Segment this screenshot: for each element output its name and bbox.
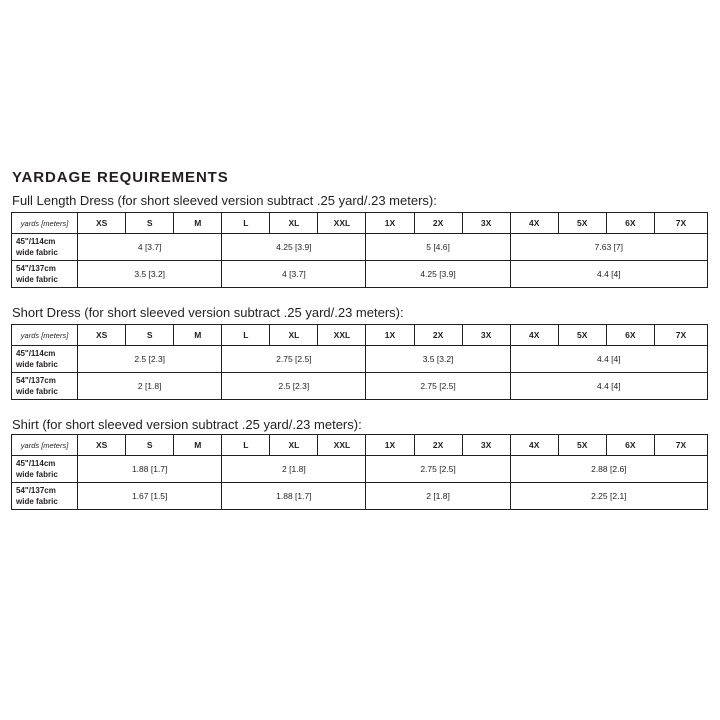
- size-header: XS: [78, 213, 126, 234]
- size-header: S: [126, 325, 174, 346]
- yardage-table: [11, 434, 708, 510]
- size-header: 6X: [606, 213, 654, 234]
- size-header: 5X: [558, 213, 606, 234]
- yardage-value: 1.88 [1.7]: [78, 456, 222, 483]
- yardage-value: 1.67 [1.5]: [78, 483, 222, 510]
- size-header: M: [174, 435, 222, 456]
- table-row: [12, 346, 708, 373]
- table-row: [12, 234, 708, 261]
- yardage-value: 2.5 [2.3]: [222, 373, 366, 400]
- section-title: Shirt (for short sleeved version subtract .25 yard/.23 meters):: [12, 417, 362, 432]
- yardage-table: [11, 212, 708, 288]
- size-header: 6X: [606, 435, 654, 456]
- yardage-value: 3.5 [3.2]: [78, 261, 222, 288]
- yardage-value: 5 [4.6]: [366, 234, 510, 261]
- size-header: 4X: [510, 435, 558, 456]
- fabric-width-label: 54"/137cm wide fabric: [12, 373, 78, 400]
- yardage-table: [11, 324, 708, 400]
- size-header: 1X: [366, 213, 414, 234]
- size-header: L: [222, 435, 270, 456]
- size-header: 3X: [462, 325, 510, 346]
- yardage-value: 3.5 [3.2]: [366, 346, 510, 373]
- size-header: 2X: [414, 213, 462, 234]
- size-header: 4X: [510, 325, 558, 346]
- fabric-width-label: 45"/114cm wide fabric: [12, 234, 78, 261]
- page-title: YARDAGE REQUIREMENTS: [12, 169, 229, 186]
- section-title: Full Length Dress (for short sleeved version subtract .25 yard/.23 meters):: [12, 193, 437, 208]
- size-header: 2X: [414, 435, 462, 456]
- yardage-value: 4.4 [4]: [510, 261, 707, 288]
- yardage-value: 7.63 [7]: [510, 234, 707, 261]
- size-header: S: [126, 213, 174, 234]
- size-header-row: [12, 435, 708, 456]
- fabric-width-label: 54"/137cm wide fabric: [12, 261, 78, 288]
- size-header: M: [174, 325, 222, 346]
- size-header: XS: [78, 435, 126, 456]
- size-header: 7X: [654, 213, 707, 234]
- size-header: 4X: [510, 213, 558, 234]
- yardage-value: 4.4 [4]: [510, 346, 707, 373]
- size-header: L: [222, 213, 270, 234]
- size-header: 1X: [366, 325, 414, 346]
- size-header-row: [12, 325, 708, 346]
- yardage-value: 4 [3.7]: [222, 261, 366, 288]
- yardage-value: 2 [1.8]: [78, 373, 222, 400]
- fabric-width-label: 45"/114cm wide fabric: [12, 456, 78, 483]
- size-header: XXL: [318, 213, 366, 234]
- table-row: [12, 456, 708, 483]
- table-row: [12, 261, 708, 288]
- size-header: XL: [270, 213, 318, 234]
- fabric-width-label: 54"/137cm wide fabric: [12, 483, 78, 510]
- yardage-value: 4 [3.7]: [78, 234, 222, 261]
- fabric-width-label: 45"/114cm wide fabric: [12, 346, 78, 373]
- size-header: XL: [270, 435, 318, 456]
- size-header: 5X: [558, 325, 606, 346]
- size-header: 2X: [414, 325, 462, 346]
- size-header: 7X: [654, 325, 707, 346]
- yardage-value: 1.88 [1.7]: [222, 483, 366, 510]
- units-label: yards [meters]: [12, 325, 78, 346]
- yardage-value: 2.75 [2.5]: [366, 456, 510, 483]
- yardage-value: 2.75 [2.5]: [366, 373, 510, 400]
- size-header: S: [126, 435, 174, 456]
- size-header-row: [12, 213, 708, 234]
- size-header: M: [174, 213, 222, 234]
- units-label: yards [meters]: [12, 213, 78, 234]
- size-header: XXL: [318, 435, 366, 456]
- size-header: 6X: [606, 325, 654, 346]
- size-header: XS: [78, 325, 126, 346]
- size-header: L: [222, 325, 270, 346]
- section-title: Short Dress (for short sleeved version subtract .25 yard/.23 meters):: [12, 305, 404, 320]
- yardage-value: 2.88 [2.6]: [510, 456, 707, 483]
- size-header: XL: [270, 325, 318, 346]
- size-header: 7X: [654, 435, 707, 456]
- size-header: 3X: [462, 435, 510, 456]
- units-label: yards [meters]: [12, 435, 78, 456]
- size-header: 5X: [558, 435, 606, 456]
- table-row: [12, 483, 708, 510]
- yardage-value: 4.25 [3.9]: [366, 261, 510, 288]
- yardage-value: 2.25 [2.1]: [510, 483, 707, 510]
- size-header: 1X: [366, 435, 414, 456]
- yardage-value: 2.5 [2.3]: [78, 346, 222, 373]
- yardage-value: 4.25 [3.9]: [222, 234, 366, 261]
- size-header: XXL: [318, 325, 366, 346]
- size-header: 3X: [462, 213, 510, 234]
- table-row: [12, 373, 708, 400]
- yardage-value: 4.4 [4]: [510, 373, 707, 400]
- yardage-value: 2 [1.8]: [366, 483, 510, 510]
- yardage-value: 2 [1.8]: [222, 456, 366, 483]
- yardage-value: 2.75 [2.5]: [222, 346, 366, 373]
